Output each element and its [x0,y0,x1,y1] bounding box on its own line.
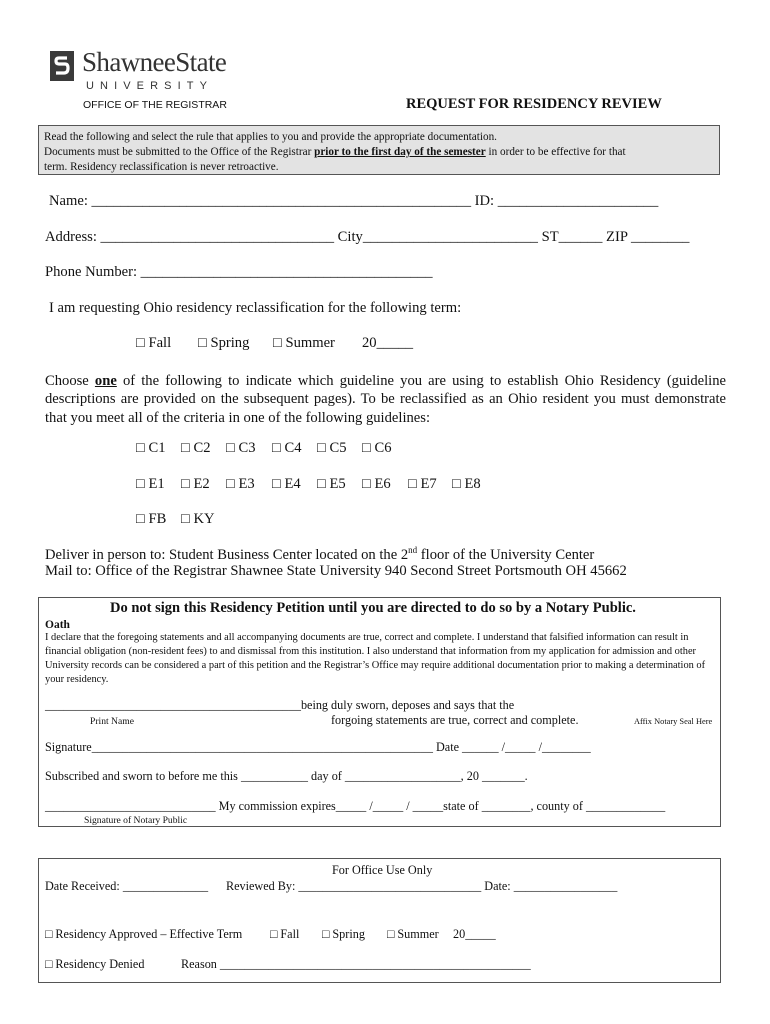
approved-summer-checkbox[interactable]: □ Summer [387,927,439,941]
print-name-label: Print Name [90,716,134,727]
print-name-field[interactable]: __________________________________________being duly sworn, deposes and says that the [45,698,515,712]
office-use-title: For Office Use Only [332,863,433,877]
university-name: ShawneeState [82,47,227,77]
guideline-e2-checkbox[interactable]: □ E2 [181,476,210,492]
oath-heading: Oath [45,619,70,631]
university-subtitle: UNIVERSITY [86,80,214,92]
name-id-field[interactable]: Name: ____________________________________________________ ID: ______________________ [49,193,659,209]
guideline-c4-checkbox[interactable]: □ C4 [272,440,302,456]
guideline-c2-checkbox[interactable]: □ C2 [181,440,211,456]
form-title: REQUEST FOR RESIDENCY REVIEW [406,96,662,112]
guideline-e1-checkbox[interactable]: □ E1 [136,476,165,492]
approved-fall-checkbox[interactable]: □ Fall [270,927,300,941]
term-year-field[interactable]: 20_____ [362,335,414,351]
approved-year-field[interactable]: 20_____ [453,927,496,941]
signature-date-field[interactable]: Signature________________________________________________________ Date ______ /_____ /________ [45,740,591,754]
notary-seal-label: Affix Notary Seal Here [634,717,713,726]
forgoing-statement: forgoing statements are true, correct and complete. [331,713,579,727]
guideline-c3-checkbox[interactable]: □ C3 [226,440,256,456]
residency-denied-checkbox[interactable]: □ Residency Denied [45,957,145,971]
instructions-line-2: Documents must be submitted to the Office of the Registrar prior to the first day of the semester in order to be effective for that [44,146,626,159]
phone-field[interactable]: Phone Number: ________________________________________ [45,264,433,280]
deadline-emphasis: prior to the first day of the semester [314,146,486,159]
guideline-e3-checkbox[interactable]: □ E3 [226,476,255,492]
guideline-ky-checkbox[interactable]: □ KY [181,511,215,527]
term-fall-checkbox[interactable]: □ Fall [136,335,172,351]
date-received-field[interactable]: Date Received: ______________ [45,879,209,893]
residency-approved-checkbox[interactable]: □ Residency Approved – Effective Term [45,927,243,941]
university-logo-icon [50,51,74,81]
delivery-mail: Mail to: Office of the Registrar Shawnee State University 940 Second Street Portsmouth OH 45662 [45,563,627,579]
address-field[interactable]: Address: ________________________________ City________________________ ST______ ZIP ________ [45,229,690,245]
guideline-e4-checkbox[interactable]: □ E4 [272,476,301,492]
subscribed-sworn-field[interactable]: Subscribed and sworn to before me this ___________ day of ___________________, 20 _______. [45,769,528,783]
guideline-e8-checkbox[interactable]: □ E8 [452,476,481,492]
term-summer-checkbox[interactable]: □ Summer [273,335,335,351]
guideline-c6-checkbox[interactable]: □ C6 [362,440,392,456]
instructions-line-1: Read the following and select the rule that applies to you and provide the appropriate documentation. [44,131,497,143]
guideline-e5-checkbox[interactable]: □ E5 [317,476,346,492]
office-label: OFFICE OF THE REGISTRAR [83,99,227,111]
denial-reason-field[interactable]: Reason ___________________________________________________ [181,957,531,971]
guideline-fb-checkbox[interactable]: □ FB [136,511,167,527]
notary-commission-field[interactable]: ____________________________ My commission expires_____ /_____ / _____state of ________, county of _____________ [45,799,666,813]
guideline-e7-checkbox[interactable]: □ E7 [408,476,437,492]
reviewed-by-field[interactable]: Reviewed By: ______________________________ Date: _________________ [226,879,618,893]
guideline-instructions: Choose one of the following to indicate which guideline you are using to establish Ohio Residency (guideline descriptions are provided on the subsequent pages). To be reclassified as an Ohio resident you must demonstrate that you meet all of the criteria in one of the following guidelines: [45,373,726,426]
guideline-c1-checkbox[interactable]: □ C1 [136,440,166,456]
term-spring-checkbox[interactable]: □ Spring [198,335,250,351]
notary-signature-label: Signature of Notary Public [84,815,188,826]
guideline-e6-checkbox[interactable]: □ E6 [362,476,391,492]
approved-spring-checkbox[interactable]: □ Spring [322,927,365,941]
oath-text: I declare that the foregoing statements and all accompanying documents are true, correct and complete. I understand that falsified information can result in financial obligation (non-resident fees) to and dismissal from this institution. I also understand that information from my application for admission and other University records can be considered a part of this petition and the Registrar’s Office may require additional documentation prior to making a determination of your residency. [45,632,706,685]
instructions-line-3: term. Residency reclassification is never retroactive. [44,161,279,174]
term-prompt: I am requesting Ohio residency reclassification for the following term: [49,300,462,316]
delivery-in-person: Deliver in person to: Student Business Center located on the 2nd floor of the University Center [45,545,595,563]
guideline-c5-checkbox[interactable]: □ C5 [317,440,347,456]
notary-warning: Do not sign this Residency Petition until you are directed to do so by a Notary Public. [110,600,636,616]
instructions-box [38,125,720,175]
